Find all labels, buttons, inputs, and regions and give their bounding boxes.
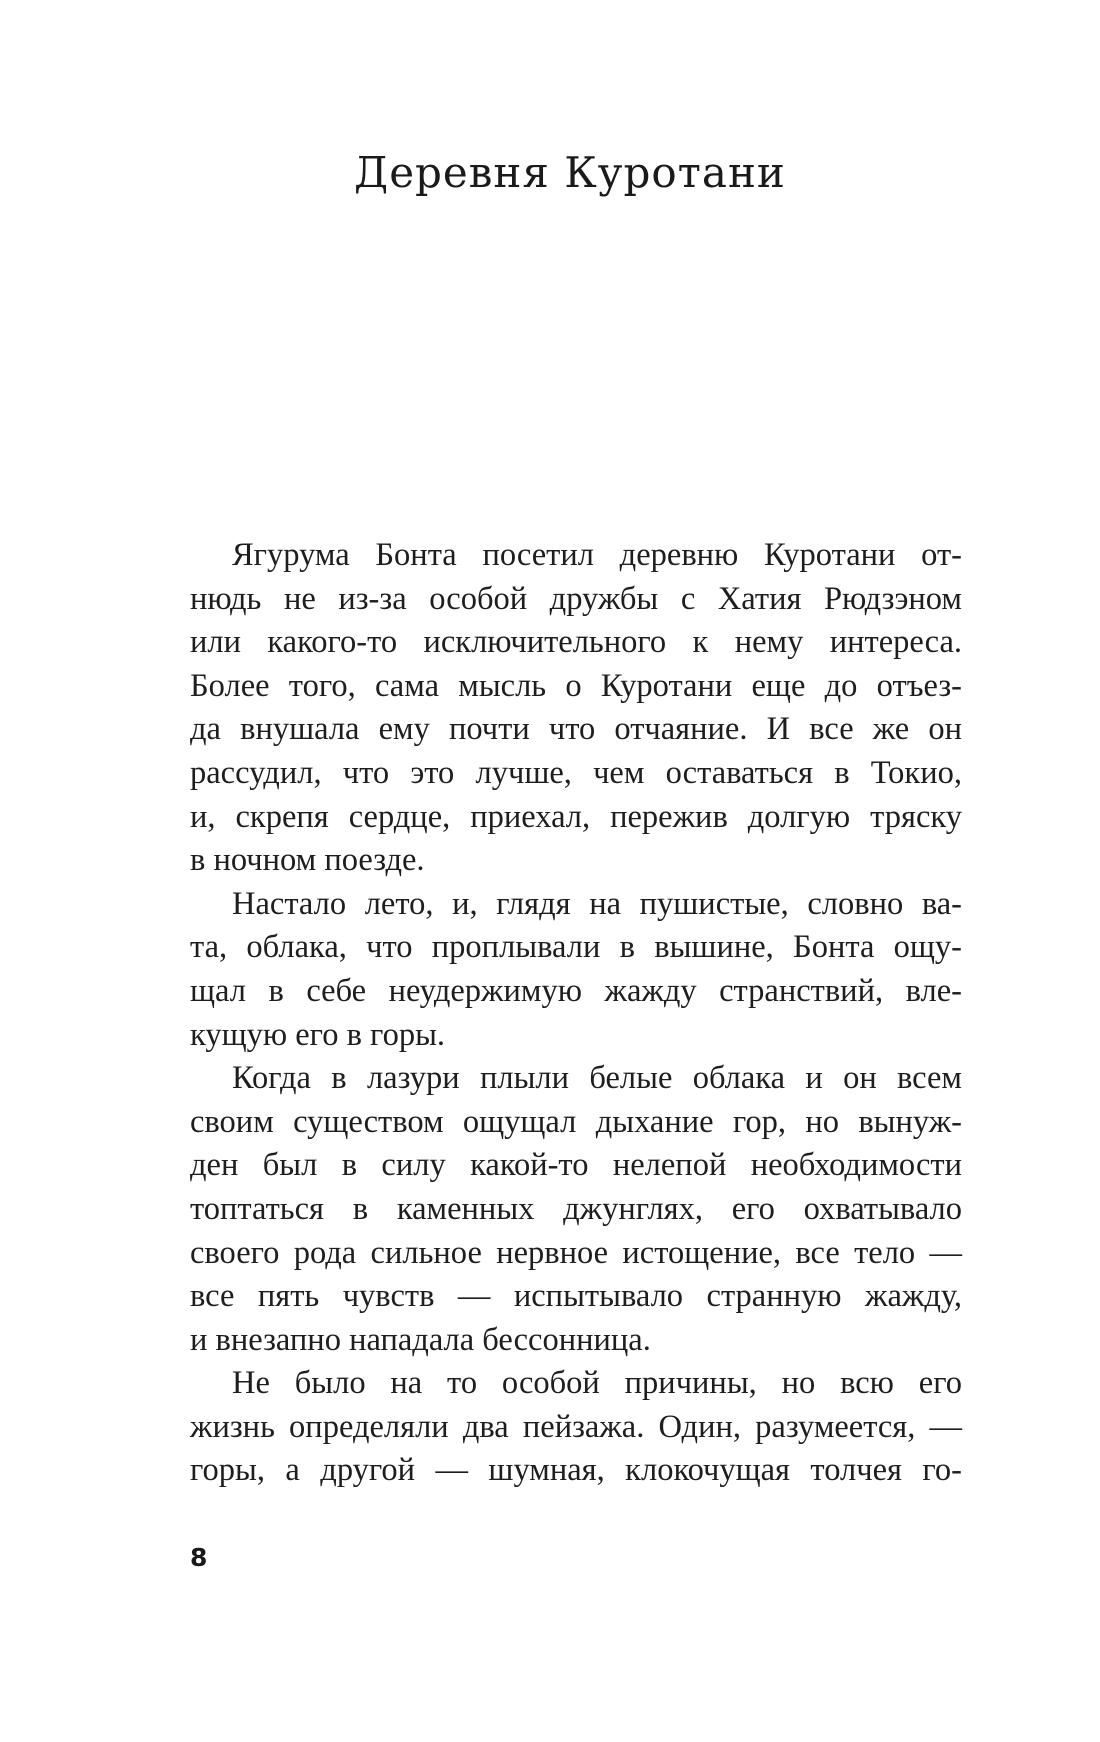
text-line: щал в себе неудержимую жажду странствий, вле- <box>190 972 962 1009</box>
paragraph <box>190 1057 962 1362</box>
text-line: да внушала ему почти что отчаяние. И все же он <box>190 711 962 748</box>
text-line: топтаться в каменных джунглях, его охватывало <box>190 1190 962 1227</box>
text-line: все пять чувств — испытывало странную жажду, <box>190 1278 962 1315</box>
text-line: горы, а другой — шумная, клокочущая толчея го- <box>190 1452 962 1489</box>
text-line: ден был в силу какой-то нелепой необходимости <box>190 1147 962 1184</box>
body-text <box>190 534 962 1493</box>
text-line: та, облака, что проплывали в вышине, Бонта ощу- <box>190 929 962 966</box>
paragraph <box>190 883 962 1057</box>
text-line: жизнь определяли два пейзажа. Один, разумеется, — <box>190 1408 962 1445</box>
chapter-title: Деревня Куротани <box>354 148 786 197</box>
text-line: Более того, сама мысль о Куротани еще до отъез- <box>190 667 962 704</box>
text-line: рассудил, что это лучше, чем оставаться в Токио, <box>190 754 962 791</box>
text-line: нюдь не из-за особой дружбы с Хатия Рюдзэном <box>190 580 962 617</box>
text-line: своим существом ощущал дыхание гор, но вынуж- <box>190 1103 962 1140</box>
text-line: своего рода сильное нервное истощение, все тело — <box>190 1234 962 1271</box>
text-line: Настало лето, и, глядя на пушистые, словно ва- <box>232 885 962 922</box>
text-line: и внезапно нападала бессонница. <box>190 1321 651 1358</box>
text-line: Когда в лазури плыли белые облака и он всем <box>232 1060 962 1097</box>
text-line: Не было на то особой причины, но всю его <box>232 1365 962 1402</box>
text-line: кущую его в горы. <box>190 1016 446 1053</box>
page-number: 8 <box>190 1543 208 1572</box>
text-line: и, скрепя сердце, приехал, пережив долгую тряску <box>190 798 962 835</box>
text-line: Ягурума Бонта посетил деревню Куротани от- <box>232 537 962 573</box>
text-line: в ночном поезде. <box>190 842 425 879</box>
paragraph <box>190 1362 962 1493</box>
text-line: или какого-то исключительного к нему интереса. <box>190 624 962 661</box>
paragraph <box>190 534 962 883</box>
